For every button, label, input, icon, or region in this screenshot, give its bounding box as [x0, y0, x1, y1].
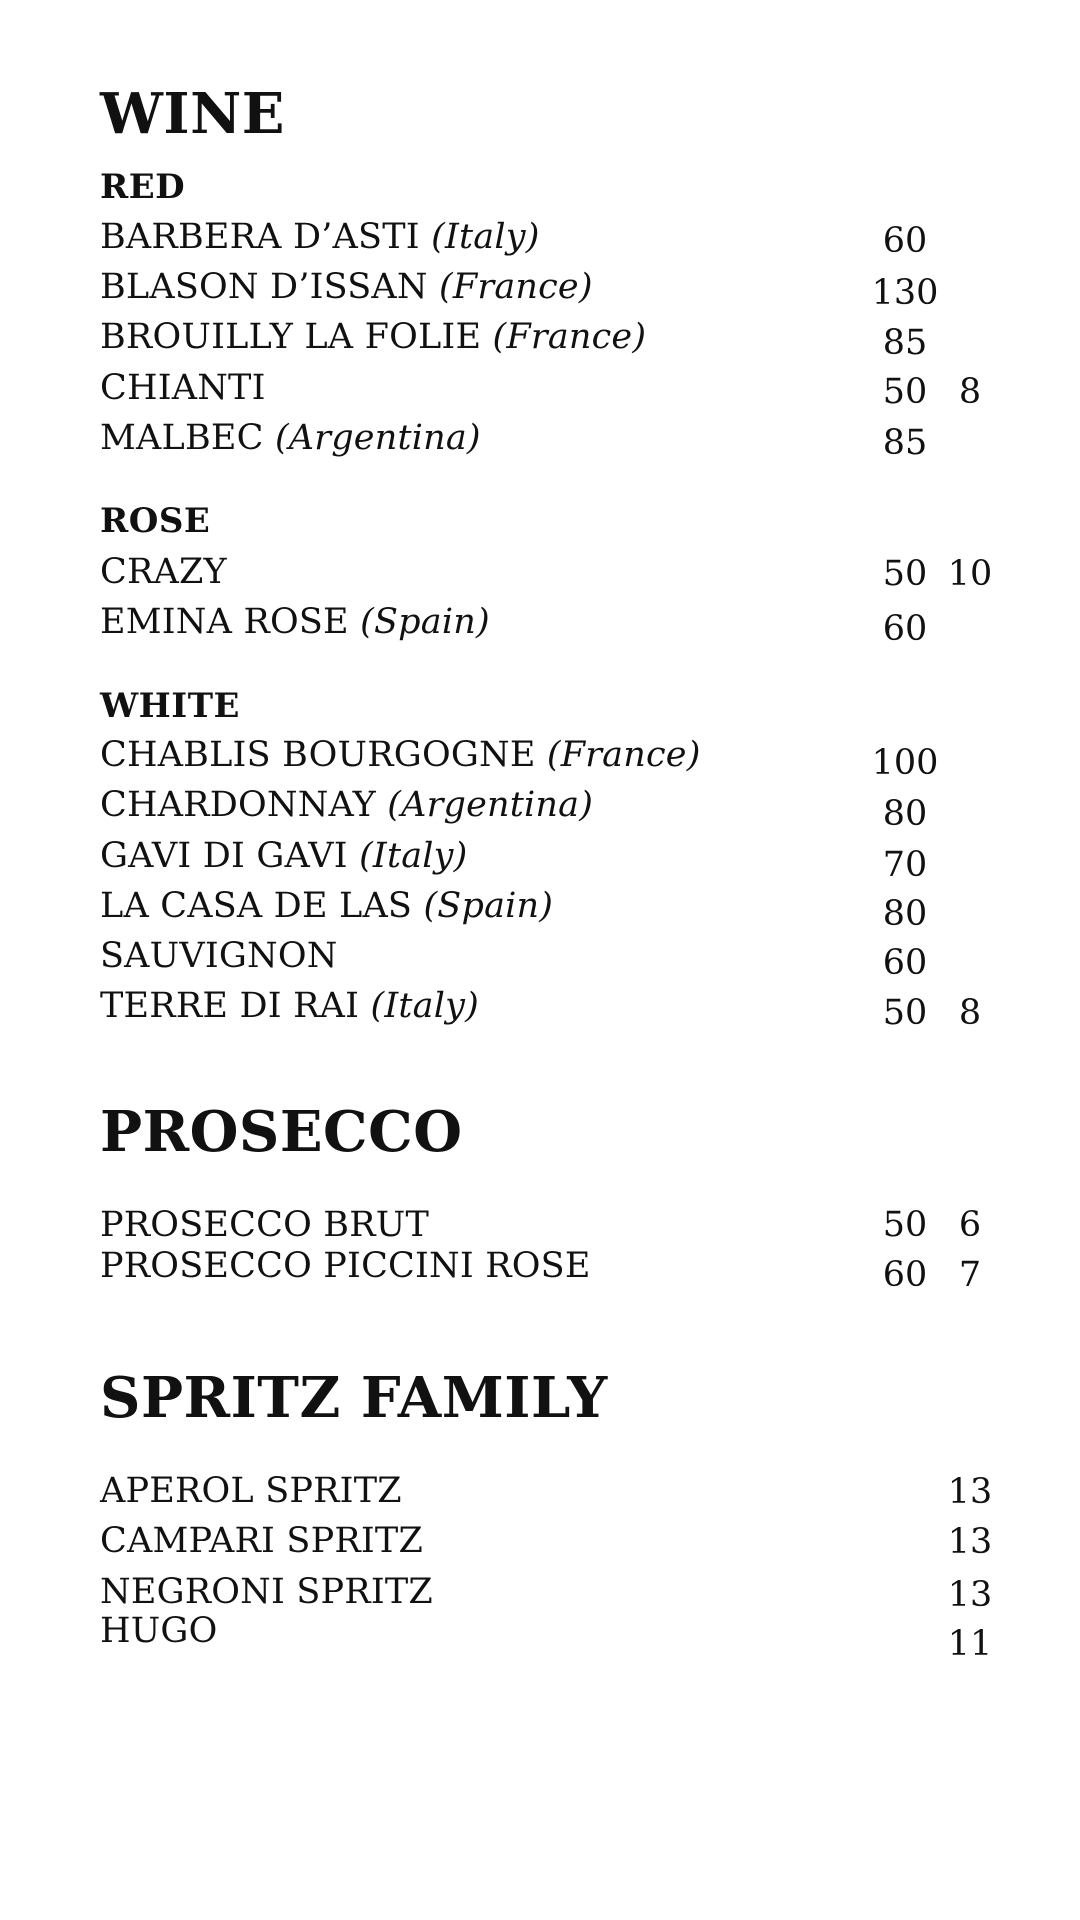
- menu-item-name: [100, 886, 554, 926]
- menu-item-origin: (France): [546, 735, 701, 775]
- menu-item-name: [100, 936, 338, 976]
- menu-item-bottle-price: 80: [882, 894, 928, 934]
- menu-item-name: [100, 785, 594, 825]
- menu-item-label: GAVI DI GAVI: [100, 836, 348, 876]
- menu-item-name: [100, 1572, 433, 1612]
- menu-item-label: MALBEC: [100, 418, 264, 458]
- menu-item-name: [100, 267, 593, 307]
- menu-item-label: CHIANTI: [100, 368, 266, 408]
- menu-item-label: PROSECCO PICCINI ROSE: [100, 1246, 591, 1286]
- section-title-prosecco: PROSECCO: [100, 1099, 463, 1165]
- menu-item-label: LA CASA DE LAS: [100, 886, 413, 926]
- menu-item-bottle-price: 60: [882, 221, 928, 261]
- menu-item-glass-price: 13: [947, 1575, 993, 1615]
- menu-item-label: EMINA ROSE: [100, 602, 349, 642]
- menu-item-origin: (Italy): [370, 986, 479, 1026]
- menu-item-glass-price: 6: [958, 1205, 982, 1245]
- menu-item-bottle-price: 60: [882, 609, 928, 649]
- menu-item-bottle-price: 100: [871, 743, 939, 783]
- menu-item-name: [100, 735, 701, 775]
- menu-item-name: [100, 986, 479, 1026]
- menu-item-label: BROUILLY LA FOLIE: [100, 317, 482, 357]
- menu-item-bottle-price: 60: [882, 1255, 928, 1295]
- menu-item-label: CHABLIS BOURGOGNE: [100, 735, 536, 775]
- menu-item-label: SAUVIGNON: [100, 936, 338, 976]
- menu-item-name: [100, 1246, 591, 1286]
- menu-item-origin: (Spain): [360, 602, 490, 642]
- menu-item-label: BARBERA D’ASTI: [100, 217, 420, 257]
- menu-item-label: CRAZY: [100, 552, 227, 592]
- menu-item-origin: (Argentina): [387, 785, 594, 825]
- menu-item-label: CHARDONNAY: [100, 785, 376, 825]
- menu-item-bottle-price: 50: [882, 554, 928, 594]
- menu-item-origin: (Italy): [359, 836, 468, 876]
- menu-item-origin: (France): [439, 267, 593, 307]
- menu-item-name: [100, 552, 227, 592]
- menu-item-bottle-price: 85: [882, 323, 928, 363]
- menu-item-glass-price: 11: [947, 1624, 993, 1664]
- section-title-spritz-family: SPRITZ FAMILY: [100, 1365, 608, 1431]
- menu-item-origin: (Argentina): [274, 418, 481, 458]
- menu-item-name: [100, 217, 540, 257]
- menu-item-bottle-price: 130: [871, 273, 939, 313]
- menu-item-name: [100, 602, 490, 642]
- menu-item-bottle-price: 80: [882, 794, 928, 834]
- menu-item-bottle-price: 50: [882, 993, 928, 1033]
- menu-item-bottle-price: 50: [882, 1205, 928, 1245]
- subsection-title-red: RED: [100, 167, 186, 207]
- menu-item-name: [100, 1521, 423, 1561]
- menu-item-glass-price: 13: [947, 1472, 993, 1512]
- menu-item-origin: (France): [492, 317, 647, 357]
- menu-item-glass-price: 8: [958, 372, 982, 412]
- menu-item-bottle-price: 50: [882, 372, 928, 412]
- menu-item-name: [100, 836, 468, 876]
- menu-item-bottle-price: 60: [882, 943, 928, 983]
- subsection-title-rose: ROSE: [100, 501, 211, 541]
- menu-item-label: PROSECCO BRUT: [100, 1205, 430, 1245]
- menu-item-name: [100, 1205, 430, 1245]
- menu-item-label: CAMPARI SPRITZ: [100, 1521, 423, 1561]
- menu-item-glass-price: 13: [947, 1522, 993, 1562]
- menu-item-name: [100, 368, 266, 408]
- menu-item-glass-price: 8: [958, 993, 982, 1033]
- menu-item-label: HUGO: [100, 1611, 218, 1651]
- menu-item-bottle-price: 85: [882, 423, 928, 463]
- menu-item-name: [100, 1471, 402, 1511]
- menu-item-name: [100, 1611, 218, 1651]
- menu-item-label: APEROL SPRITZ: [100, 1471, 402, 1511]
- section-title-wine: WINE: [100, 81, 285, 147]
- menu-item-glass-price: 7: [958, 1255, 982, 1295]
- menu-item-name: [100, 418, 481, 458]
- menu-item-label: TERRE DI RAI: [100, 986, 360, 1026]
- menu-item-label: NEGRONI SPRITZ: [100, 1572, 433, 1612]
- menu-item-label: BLASON D’ISSAN: [100, 267, 428, 307]
- menu-item-name: [100, 317, 647, 357]
- menu-item-origin: (Italy): [431, 217, 540, 257]
- menu-item-bottle-price: 70: [882, 845, 928, 885]
- menu-item-origin: (Spain): [423, 886, 554, 926]
- subsection-title-white: WHITE: [100, 686, 240, 726]
- menu-item-glass-price: 10: [947, 554, 993, 594]
